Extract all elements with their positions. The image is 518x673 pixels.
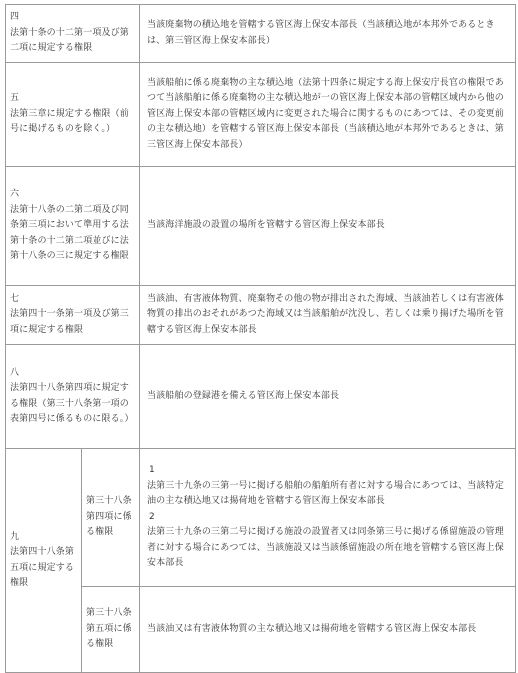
authority-text: 法第四十八条第四項に規定する権限（第三十八条第一項の表第四号に係るものに限る。） (10, 383, 134, 424)
row-7-official-cell (140, 286, 516, 345)
table-row (6, 286, 516, 345)
row-number: 四 (10, 12, 20, 23)
table-row (6, 345, 516, 449)
authority-text: 法第四十一条第一項及び第三項に規定する権限 (10, 309, 129, 335)
authority-text: 法第十八条の二第二項及び同条第三項において準用する法第十条の十二第二項並びに法第十八条の三に規定する権限 (10, 204, 129, 262)
authority-text: 法第三章に規定する権限（前号に掲げるものを除く。） (10, 108, 129, 135)
official-text: 当該油、有害液体物質、廃棄物その他の物が排出された海域、当該油若しくは有害液体物質の排出のおそれがあつた海域又は当該船舶が沈没し、若しくは乗り揚げた場所を管轄する管区海上保安本部長 (147, 293, 504, 335)
table-row (6, 5, 516, 63)
row-9-sub2-official-cell (140, 587, 516, 673)
sub-authority-label: 第三十八条第五項に係る権限 (86, 608, 132, 650)
row-number: 七 (10, 293, 20, 304)
official-text: 当該船舶に係る廃棄物の主な積込地（法第十四条に規定する海上保安庁長官の権限であつて当該船舶に係る廃棄物の主な積込地が一の管区海上保安本部の管轄区域内から他の管区海上保安本部の管轄区域内に変更された場合に関するものにあつては、その変更前の主な積込地）を管轄する管区海上保安本部長（当該積込地が本邦外であるときは、第三管区海上保安本部長） (147, 77, 504, 150)
authority-text: 法第十条の十二第一項及び第二項に規定する権限 (10, 27, 129, 54)
authority-table (5, 4, 516, 673)
sub-authority-label: 第三十八条第四項に係る権限 (86, 496, 132, 538)
row-4-authority-cell (6, 5, 140, 63)
row-number: 九 (10, 531, 20, 542)
row-number: 八 (10, 367, 20, 378)
row-9-sub1-official-cell (140, 449, 516, 587)
table-row (6, 63, 516, 167)
table-row (6, 449, 516, 587)
row-9-sub1-label-cell (82, 449, 140, 587)
table-row (6, 167, 516, 286)
row-5-authority-cell (6, 63, 140, 167)
official-text: 当該油又は有害液体物質の主な積込地又は揚荷地を管轄する管区海上保安本部長 (147, 623, 477, 634)
official-text: 法第三十九条の三第二号に掲げる施設の設置者又は同条第三号に掲げる係留施設の管理者に対する場合にあつては、当該施設又は当該係留施設の所在地を管轄する管区海上保安本部長 (147, 527, 504, 569)
row-number: 六 (10, 189, 20, 200)
row-7-authority-cell (6, 286, 140, 345)
row-6-official-cell (140, 167, 516, 286)
official-text: 法第三十九条の三第一号に掲げる船舶の船舶所有者に対する場合にあつては、当該特定油の主な積込地又は揚荷地を管轄する管区海上保安本部長 (147, 480, 504, 507)
official-text: 当該廃棄物の積込地を管轄する管区海上保安本部長（当該積込地が本邦外であるときは、第三管区海上保安本部長） (147, 20, 495, 46)
item-marker: 1 (149, 465, 155, 476)
official-text: 当該船舶の登録港を備える管区海上保安本部長 (147, 390, 340, 401)
authority-text: 法第四十八条第五項に規定する権限 (10, 547, 75, 588)
row-8-official-cell (140, 345, 516, 449)
item-marker: 2 (149, 511, 155, 522)
table-row (6, 587, 516, 673)
row-6-authority-cell (6, 167, 140, 286)
row-9-authority-cell (6, 449, 82, 673)
row-9-sub2-label-cell (82, 587, 140, 673)
row-5-official-cell (140, 63, 516, 167)
row-8-authority-cell (6, 345, 140, 449)
row-4-official-cell (140, 5, 516, 63)
row-number: 五 (10, 93, 20, 104)
official-text: 当該海洋施設の設置の場所を管轄する管区海上保安本部長 (147, 220, 385, 231)
